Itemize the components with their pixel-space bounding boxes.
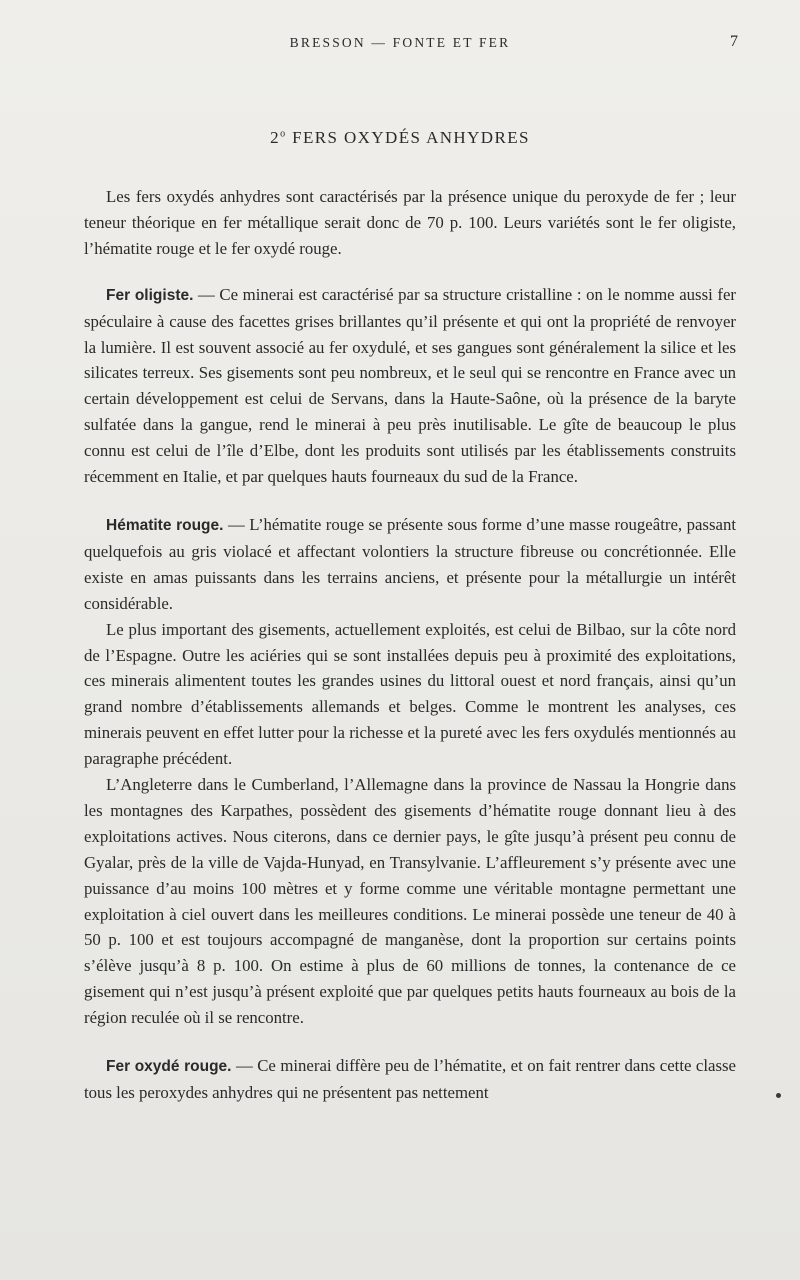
- paragraph-fer-oxyde-rouge: [84, 1053, 736, 1106]
- paragraph-text: — Ce minerai diffère peu de l’hématite, et on fait rentrer dans cette classe tous les peroxydes anhydres qui ne présentent pas nettement: [84, 1056, 736, 1102]
- paragraph-text: Le plus important des gisements, actuellement exploités, est celui de Bilbao, sur la côte nord de l’Espagne. Outre les aciéries qui se sont installées depuis peu à proximité des exploitations, ces minerais alimentent toutes les grandes usines du littoral ouest et nord français, ainsi qu’un grand nombre d’établissements allemands et belges. Comme le montrent les analyses, ces minerais peuvent en effet lutter pour la richesse et la pureté avec les fers oxydulés mentionnés au paragraphe précédent.: [84, 619, 736, 769]
- paragraph-hematite-rouge: [84, 512, 736, 617]
- section-ordinal: o: [280, 128, 287, 140]
- margin-mark: [776, 1093, 781, 1098]
- section-title: [0, 128, 800, 148]
- term-hematite-rouge: Hématite rouge.: [106, 516, 224, 534]
- paragraph-text: — L’hématite rouge se présente sous forme d’une masse rougeâtre, passant quelquefois au gris violacé et affectant volontiers la structure fibreuse ou concrétionnée. Elle existe en amas puissants dans les terrains anciens, et présente pour la métallurgie un intérêt considérable.: [84, 514, 736, 613]
- paragraph-gisements-europe: [84, 772, 736, 1031]
- page-number: 7: [730, 33, 738, 50]
- term-fer-oligiste: Fer oligiste.: [106, 286, 194, 304]
- paragraph-text: L’Angleterre dans le Cumberland, l’Allemagne dans la province de Nassau la Hongrie dans les montagnes des Karpathes, possèdent des gisements d’hématite rouge donnant lieu à des exploitations actives. Nous citerons, dans ce dernier pays, le gîte jusqu’à présent peu connu de Gyalar, près de la ville de Vajda-Hunyad, en Transylvanie. L’affleurement s’y présente avec une puissance d’au moins 100 mètres et y forme comme une véritable montagne permettant une exploitation à ciel ouvert dans les meilleures conditions. Le minerai possède une teneur de 40 à 50 p. 100 et est toujours accompagné de manganèse, dont la proportion sur certains points s’élève jusqu’à 8 p. 100. On estime à plus de 60 millions de tonnes, la contenance de ce gisement qui n’est jusqu’à présent exploité que par quelques petits hauts fourneaux au bois de la région reculée où il se rencontre.: [84, 775, 736, 1028]
- running-header: [0, 31, 800, 55]
- term-fer-oxyde-rouge: Fer oxydé rouge.: [106, 1058, 232, 1076]
- paragraph-text: Les fers oxydés anhydres sont caractérisés par la présence unique du peroxyde de fer ; leur teneur théorique en fer métallique serait donc de 70 p. 100. Leurs variétés sont le fer oligiste, l’hématite rouge et le fer oxydé rouge.: [84, 187, 736, 258]
- paragraph-fer-oligiste: [84, 282, 736, 490]
- body-text: [84, 184, 736, 1106]
- paragraph-intro: [84, 184, 736, 262]
- paragraph-text: — Ce minerai est caractérisé par sa structure cristalline : on le nomme aussi fer spéculaire à cause des facettes grises brillantes qu’il présente et qui ont la propriété de renvoyer la lumière. Il est souvent associé au fer oxydulé, et ses gangues sont généralement la silice et les silicates terreux. Ses gisements sont peu nombreux, et le seul qui se rencontre en France avec un certain développement est celui de Servans, dans la Haute-Saône, où la présence de la baryte sulfatée dans la gangue, rend le minerai à peu près inutilisable. Le gîte de beaucoup le plus connu est celui de l’île d’Elbe, dont les produits sont utilisés par les établissements construits récemment en Italie, et par quelques hauts fourneaux du sud de la France.: [84, 284, 737, 487]
- running-title: BRESSON — FONTE ET FER: [289, 35, 511, 50]
- section-heading: FERS OXYDÉS ANHYDRES: [292, 128, 530, 147]
- section-number: 2: [270, 128, 281, 147]
- paragraph-bilbao: [84, 617, 736, 772]
